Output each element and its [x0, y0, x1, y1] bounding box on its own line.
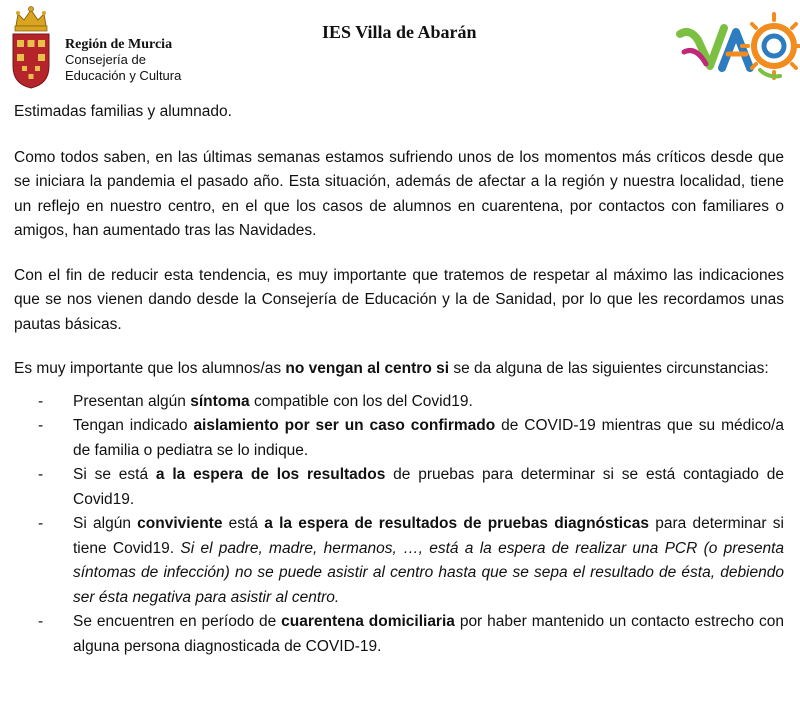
consejeria-name: [65, 52, 225, 84]
list-dash: -: [38, 466, 44, 483]
item2-text-c: de COVID-19 mientras que su médico/a de familia o pediatra se lo indique.: [73, 417, 784, 459]
letter-body: [14, 100, 784, 659]
list-item: [14, 610, 784, 659]
item4-text-c: está: [222, 515, 265, 532]
consejeria-line-1: Consejería de: [65, 52, 146, 67]
item2-text-a: Tengan indicado: [73, 417, 194, 434]
school-name: IES Villa de Abarán: [322, 22, 477, 42]
item3-text-c: de pruebas para determinar si se está contagiado de Covid19.: [73, 466, 784, 508]
list-dash: -: [38, 392, 44, 410]
item2-bold: aislamiento por ser un caso confirmado: [193, 417, 496, 434]
item4-bold-1: conviviente: [137, 515, 223, 532]
list-item: [14, 414, 784, 463]
greeting: Estimadas familias y alumnado.: [14, 103, 232, 120]
item1-text-c: compatible con los del Covid19.: [249, 392, 473, 410]
paragraph-circumstances: [14, 357, 784, 382]
list-dash: -: [38, 613, 44, 630]
school-logo-icon: [676, 6, 800, 82]
item5-text-a: Se encuentren en período de: [73, 613, 282, 630]
letterhead: [0, 0, 800, 100]
item5-bold: cuarentena domiciliaria: [281, 613, 455, 630]
paragraph-circumstances-text-c: se da alguna de las siguientes circunstancias:: [449, 360, 769, 377]
paragraph-situation: Como todos saben, en las últimas semanas estamos sufriendo unos de los momentos más críticos desde que se iniciara la pandemia el pasado año. Esta situación, además de afectar a la región y nuestra localidad, tiene un reflejo en nuestro centro, en el que los casos de alumnos en cuarentena, por contactos con familiares o amigos, han aumentado tras las Navidades.: [14, 148, 784, 239]
paragraph-guidelines: Con el fin de reducir esta tendencia, es muy importante que tratemos de respetar al máximo las indicaciones que se nos vienen dando desde la Consejería de Educación y la de Sanidad, por lo que les recordamos unas pautas básicas.: [14, 266, 784, 333]
consejeria-line-2: Educación y Cultura: [65, 68, 182, 83]
item5-text-c: por haber mantenido un contacto estrecho con alguna persona diagnosticada de COVID-19.: [73, 613, 784, 655]
item4-text-a: Si algún: [73, 515, 138, 532]
item4-bold-2: a la espera de resultados de pruebas diagnósticas: [264, 515, 649, 532]
item1-bold: síntoma: [190, 392, 250, 410]
item3-bold: a la espera de los resultados: [155, 466, 386, 483]
list-item: [14, 512, 784, 610]
paragraph-circumstances-bold: no vengan al centro si: [285, 360, 450, 377]
region-name: Región de Murcia: [65, 37, 173, 52]
list-item: [14, 463, 784, 512]
region-crest-icon: [8, 4, 54, 90]
paragraph-circumstances-text-a: Es muy importante que los alumnos/as: [14, 360, 286, 377]
item1-text-a: Presentan algún: [73, 392, 191, 410]
item4-text-e: para determinar si tiene Covid19.: [73, 515, 784, 557]
list-item: [14, 390, 784, 415]
item4-italic: Si el padre, madre, hermanos, …, está a la espera de realizar una PCR (o presenta síntomas de infección) no se puede asistir al centro hasta que se sepa el resultado de ésta, debiendo ser ésta negativa para asistir al centro.: [73, 539, 784, 606]
list-dash: -: [38, 515, 44, 532]
list-dash: -: [38, 417, 44, 434]
item3-text-a: Si se está: [73, 466, 156, 483]
circumstances-list: [14, 390, 784, 660]
